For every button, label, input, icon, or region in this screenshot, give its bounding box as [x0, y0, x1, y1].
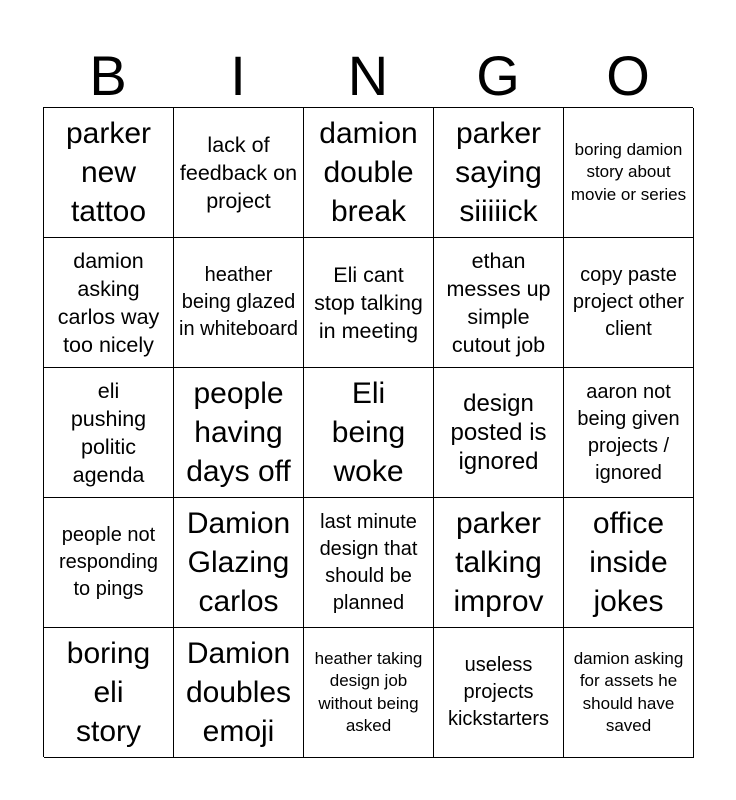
- cell-text: eli pushing politic agenda: [70, 378, 147, 487]
- bingo-cell[interactable]: [304, 238, 434, 368]
- cell-text: damion double break: [319, 117, 418, 228]
- cell-text: people not responding to pings: [59, 524, 158, 600]
- cell-text: heather taking design job without being asked: [314, 648, 423, 735]
- bingo-header: [43, 44, 693, 108]
- cell-text: people having days off: [186, 377, 291, 488]
- bingo-cell[interactable]: [304, 498, 434, 628]
- cell-text: damion asking for assets he should have saved: [573, 648, 684, 735]
- cell-text: Damion doubles emoji: [185, 637, 292, 748]
- bingo-cell[interactable]: [434, 108, 564, 238]
- cell-text: parker saying siiiiick: [455, 117, 542, 228]
- bingo-cell[interactable]: [304, 368, 434, 498]
- cell-text: Eli cant stop talking in meeting: [314, 262, 423, 343]
- bingo-cell[interactable]: [434, 368, 564, 498]
- cell-text: boring damion story about movie or series: [570, 139, 687, 204]
- bingo-cell[interactable]: [174, 498, 304, 628]
- cell-text: office inside jokes: [589, 507, 668, 618]
- bingo-cell[interactable]: [434, 628, 564, 758]
- header-letter-o: O: [606, 44, 650, 107]
- cell-text: parker new tattoo: [65, 117, 152, 228]
- cell-text: heather being glazed in whiteboard: [179, 264, 298, 340]
- cell-text: last minute design that should be planned: [319, 510, 418, 614]
- bingo-cell[interactable]: [174, 628, 304, 758]
- cell-text: design posted is ignored: [450, 390, 547, 475]
- bingo-cell[interactable]: [304, 628, 434, 758]
- bingo-cell[interactable]: [44, 368, 174, 498]
- bingo-cell[interactable]: [434, 238, 564, 368]
- header-letter-n: N: [347, 44, 389, 107]
- bingo-cell[interactable]: [564, 498, 694, 628]
- cell-text: boring eli story: [66, 637, 151, 748]
- cell-text: copy paste project other client: [572, 264, 685, 340]
- bingo-cell[interactable]: [44, 108, 174, 238]
- cell-text: damion asking carlos way too nicely: [57, 248, 160, 357]
- bingo-cell[interactable]: [44, 498, 174, 628]
- bingo-cell[interactable]: [44, 238, 174, 368]
- bingo-cell[interactable]: [174, 238, 304, 368]
- bingo-cell[interactable]: [174, 108, 304, 238]
- bingo-cell[interactable]: [44, 628, 174, 758]
- cell-text: parker talking improv: [453, 507, 544, 618]
- cell-text: aaron not being given projects / ignored: [577, 380, 680, 484]
- bingo-cell[interactable]: [564, 108, 694, 238]
- bingo-cell[interactable]: [434, 498, 564, 628]
- bingo-board: [43, 107, 693, 757]
- bingo-cell[interactable]: [304, 108, 434, 238]
- header-letter-i: I: [230, 44, 246, 107]
- cell-text: lack of feedback on project: [179, 132, 298, 213]
- cell-text: ethan messes up simple cutout job: [446, 248, 551, 357]
- bingo-cell[interactable]: [564, 368, 694, 498]
- bingo-cell[interactable]: [174, 368, 304, 498]
- cell-text: Eli being woke: [331, 377, 406, 488]
- cell-text: Damion Glazing carlos: [186, 507, 291, 618]
- header-letter-b: B: [89, 44, 127, 107]
- header-letter-g: G: [476, 44, 520, 107]
- bingo-cell[interactable]: [564, 238, 694, 368]
- cell-text: useless projects kickstarters: [447, 654, 550, 730]
- bingo-cell[interactable]: [564, 628, 694, 758]
